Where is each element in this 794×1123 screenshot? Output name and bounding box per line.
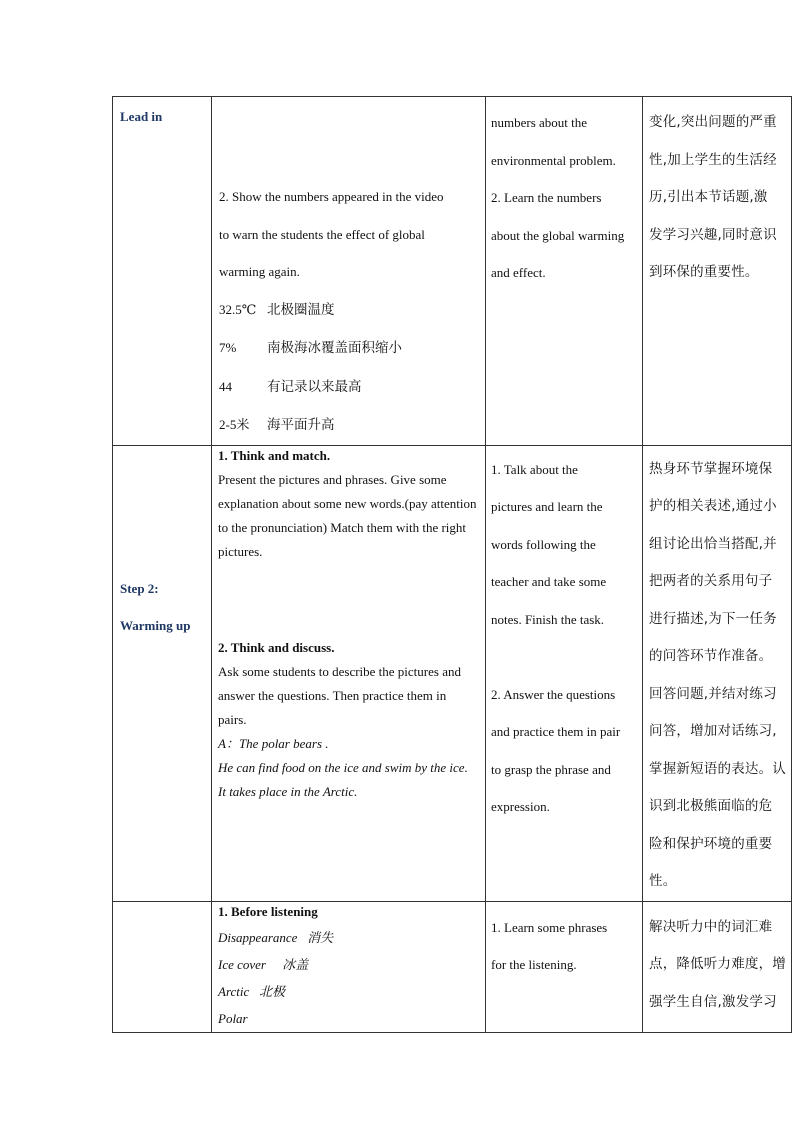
purpose-line: 组讨论出恰当搭配,并 xyxy=(649,535,777,552)
stat-number: 44 xyxy=(219,378,232,394)
dialog-line: It takes place in the Arctic. xyxy=(218,783,358,799)
table-row xyxy=(113,901,792,1032)
activity-line: 1. Talk about the xyxy=(491,461,578,477)
activity-line: for the listening. xyxy=(491,957,577,972)
vocab-item: Disappearance 消失 xyxy=(218,929,334,945)
stat-number: 32.5℃ xyxy=(219,301,257,317)
stat-number: 2-5米 xyxy=(219,417,250,432)
activity-line: numbers about the xyxy=(491,115,588,130)
stat-line xyxy=(212,406,485,445)
lesson-plan-table xyxy=(112,96,792,1033)
activity-line: pictures and learn the xyxy=(491,499,603,514)
activity-line: teacher and take some xyxy=(491,574,607,589)
activity-line: words following the xyxy=(491,536,596,552)
purpose-cell xyxy=(643,901,792,1032)
stage-cell xyxy=(113,445,212,901)
vocab-item: Polar xyxy=(218,1010,248,1026)
activity-heading: 2. Think and discuss. xyxy=(218,639,335,655)
stat-text: 南极海冰覆盖面积缩小 xyxy=(267,340,402,356)
activity-paragraph: Ask some students to describe the pictures and answer the questions. Then practice them in pairs. xyxy=(218,663,461,727)
activity-line: warming again. xyxy=(219,264,300,279)
purpose-line: 掌握新短语的表达。认 xyxy=(649,760,786,777)
dialog-line: A：The polar bears . xyxy=(218,735,329,751)
activity-line: 2. Answer the questions xyxy=(491,686,616,702)
stat-text: 海平面升高 xyxy=(267,417,335,433)
teacher-activity-cell xyxy=(212,97,486,446)
activity-line: to grasp the phrase and xyxy=(491,761,611,777)
vocab-item: Ice cover 冰盖 xyxy=(218,956,309,972)
activity-line: expression. xyxy=(491,799,550,814)
purpose-cell xyxy=(643,445,792,901)
purpose-line: 性,加上学生的生活经 xyxy=(649,151,777,168)
purpose-line: 历,引出本节话题,激 xyxy=(649,189,768,205)
student-activity-cell xyxy=(486,97,643,446)
purpose-line: 护的相关表述,通过小 xyxy=(649,498,777,514)
stat-text: 有记录以来最高 xyxy=(267,378,362,395)
stage-cell xyxy=(113,901,212,1032)
purpose-line: 把两者的关系用句子 xyxy=(649,573,773,589)
activity-line: 1. Learn some phrases xyxy=(491,919,608,935)
vocab-item: Arctic 北极 xyxy=(218,983,286,999)
purpose-cell xyxy=(643,97,792,446)
purpose-line: 变化,突出问题的严重 xyxy=(649,114,777,130)
purpose-line: 热身环节掌握环境保 xyxy=(649,460,773,477)
activity-paragraph: Present the pictures and phrases. Give some explanation about some new words.(pay attention to the pronunciation) Match them with the right pictures. xyxy=(218,471,477,559)
stage-label: Warming up xyxy=(120,618,191,633)
activity-line xyxy=(486,638,642,676)
purpose-line: 问答，增加对话练习, xyxy=(649,723,777,739)
activity-heading: 1. Before listening xyxy=(218,903,318,919)
activity-line: 2. Learn the numbers xyxy=(491,190,602,205)
student-activity-cell xyxy=(486,445,643,901)
table-row xyxy=(113,445,792,901)
stat-text: 北极圈温度 xyxy=(267,301,335,318)
purpose-line: 到环保的重要性。 xyxy=(649,264,759,280)
stat-line xyxy=(212,291,485,330)
stage-label: Step 2: xyxy=(120,581,159,596)
activity-line: notes. Finish the task. xyxy=(491,611,605,627)
stage-cell xyxy=(113,97,212,446)
teacher-activity-cell xyxy=(212,901,486,1032)
purpose-line: 点，降低听力难度，增 xyxy=(649,956,786,972)
purpose-line: 解决听力中的词汇难 xyxy=(649,918,773,935)
activity-line: 2. Show the numbers appeared in the video xyxy=(219,189,444,204)
table-row xyxy=(113,97,792,446)
activity-line: about the global warming xyxy=(491,227,625,243)
purpose-line: 强学生自信,激发学习 xyxy=(649,993,777,1010)
student-activity-cell xyxy=(486,901,643,1032)
purpose-line: 回答问题,并结对练习 xyxy=(649,685,777,702)
stat-line xyxy=(212,329,485,368)
purpose-line: 识到北极熊面临的危 xyxy=(649,798,773,814)
activity-line: and effect. xyxy=(491,265,546,280)
stat-line xyxy=(212,368,485,407)
purpose-line: 进行描述,为下一任务 xyxy=(649,610,777,627)
activity-heading: 1. Think and match. xyxy=(218,447,331,463)
stage-label: Lead in xyxy=(120,109,163,124)
purpose-line: 性。 xyxy=(649,873,677,889)
purpose-line: 发学习兴趣,同时意识 xyxy=(649,226,777,243)
activity-line: to warn the students the effect of global xyxy=(219,226,425,242)
purpose-line: 险和保护环境的重要 xyxy=(649,835,773,852)
activity-line: environmental problem. xyxy=(491,152,616,168)
stat-number: 7% xyxy=(219,340,237,355)
dialog-line: He can find food on the ice and swim by the ice. xyxy=(218,759,468,775)
activity-line: and practice them in pair xyxy=(491,724,621,739)
purpose-line: 的问答环节作准备。 xyxy=(649,648,773,664)
teacher-activity-cell xyxy=(212,445,486,901)
